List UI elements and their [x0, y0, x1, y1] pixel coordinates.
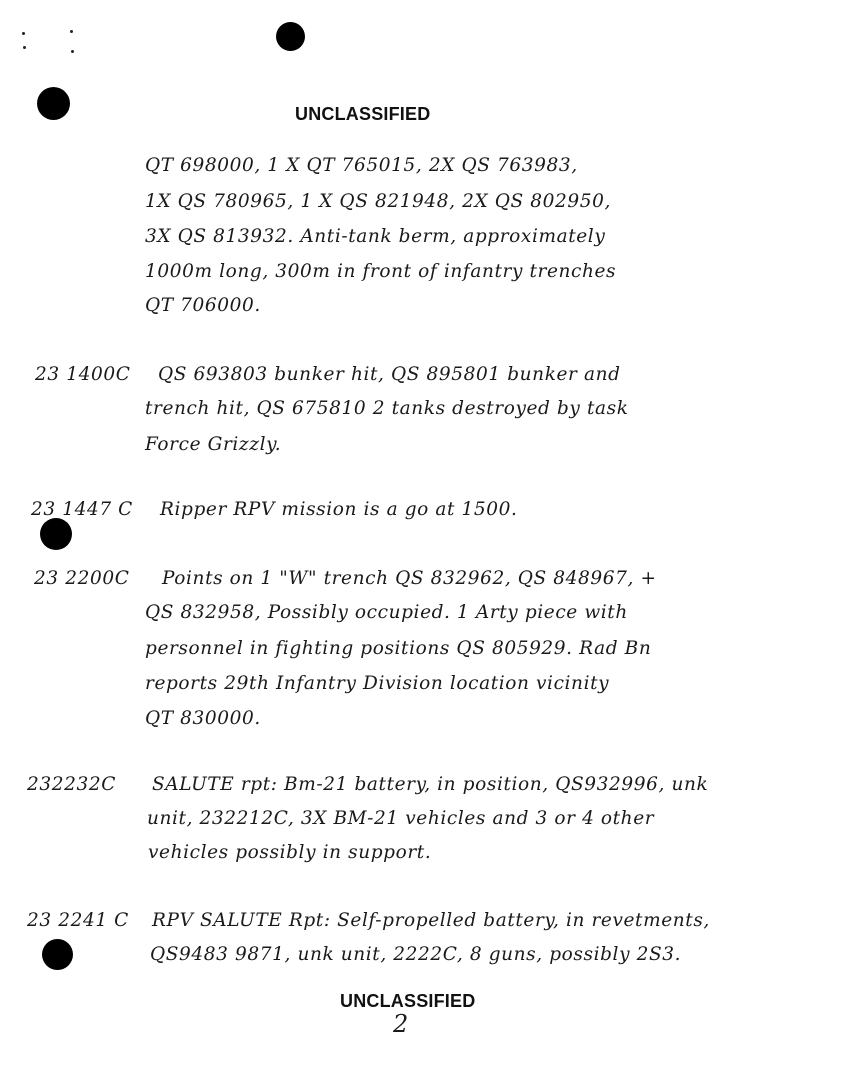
scan-speck — [71, 50, 74, 53]
entry-line: QS 832958, Possibly occupied. 1 Arty piece with — [145, 602, 628, 623]
entry-line: Ripper RPV mission is a go at 1500. — [160, 499, 518, 520]
scan-speck — [70, 30, 73, 33]
entry-line: unit, 232212C, 3X BM-21 vehicles and 3 or 4 other — [147, 808, 655, 829]
header-classification: UNCLASSIFIED — [295, 104, 431, 124]
entry-dtg: 23 1447 C — [31, 499, 133, 520]
entry-line: QT 830000. — [145, 708, 261, 729]
entry-dtg: 23 2200C — [34, 568, 130, 589]
footer-classification: UNCLASSIFIED — [340, 991, 476, 1011]
scan-speck — [23, 46, 26, 49]
intro-line: QT 698000, 1 X QT 765015, 2X QS 763983, — [145, 155, 578, 176]
entry-line: trench hit, QS 675810 2 tanks destroyed by task — [145, 398, 629, 419]
entry-line: RPV SALUTE Rpt: Self-propelled battery, in revetments, — [152, 910, 710, 931]
entry-line: reports 29th Infantry Division location vicinity — [145, 673, 610, 694]
entry-line: personnel in fighting positions QS 805929. Rad Bn — [145, 638, 652, 659]
entry-dtg: 232232C — [27, 774, 116, 795]
entry-line: Force Grizzly. — [145, 434, 282, 455]
punch-hole-upper-left — [37, 87, 70, 120]
punch-hole-lower-left — [42, 939, 73, 970]
intro-line: 1X QS 780965, 1 X QS 821948, 2X QS 802950, — [145, 191, 611, 212]
scan-speck — [22, 32, 25, 35]
intro-line: 1000m long, 300m in front of infantry trenches — [145, 261, 617, 282]
entry-line: vehicles possibly in support. — [148, 842, 432, 863]
entry-line: QS 693803 bunker hit, QS 895801 bunker and — [158, 364, 621, 385]
entry-dtg: 23 1400C — [35, 364, 131, 385]
entry-dtg: 23 2241 C — [27, 910, 129, 931]
intro-line: 3X QS 813932. Anti-tank berm, approximately — [145, 226, 606, 247]
entry-line: QS9483 9871, unk unit, 2222C, 8 guns, possibly 2S3. — [150, 944, 682, 965]
punch-hole-middle-left — [40, 518, 72, 550]
entry-line: SALUTE rpt: Bm-21 battery, in position, QS932996, unk — [152, 774, 709, 795]
intro-line: QT 706000. — [145, 295, 261, 316]
page-number: 2 — [393, 1010, 409, 1038]
entry-line: Points on 1 "W" trench QS 832962, QS 848967, + — [162, 568, 657, 589]
punch-hole-top — [276, 22, 305, 51]
